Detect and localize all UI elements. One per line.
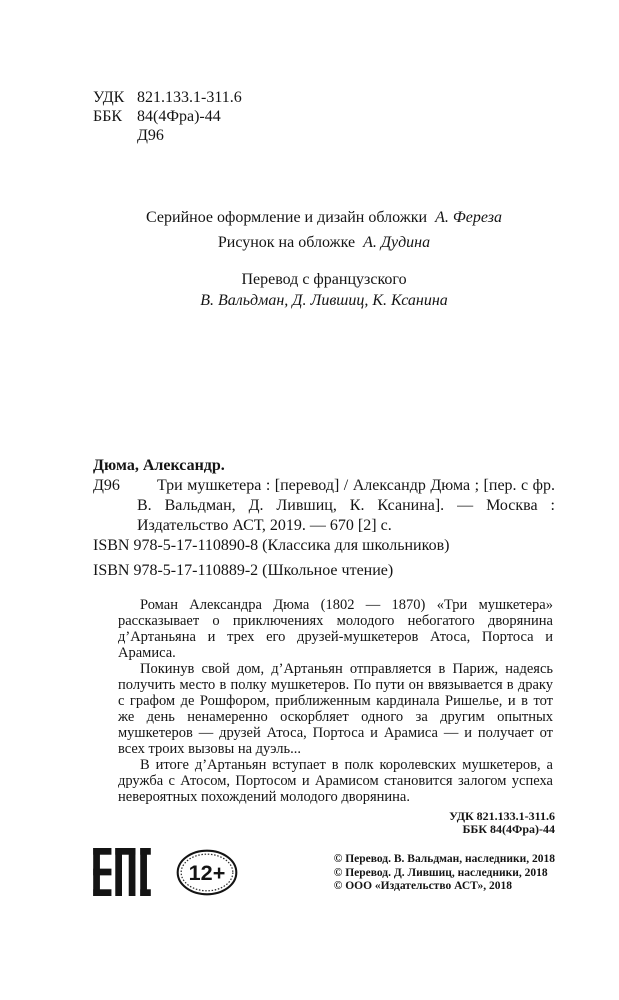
bbk-bottom: ББК 84(4Фра)-44: [462, 822, 555, 836]
udk-bottom: УДК 821.133.1-311.6: [449, 809, 555, 823]
annotation-paragraph: В итоге д’Артаньян вступает в полк королевских мушкетеров, а дружба с Атосом, Портосом и Арамисом становится залогом успеха невероятных похождений молодого дворянина.: [118, 757, 553, 805]
series-designer-name: А. Фереза: [435, 209, 502, 226]
catalog-entry: [93, 476, 555, 536]
translation-label: Перевод с французского: [241, 271, 407, 288]
cover-art-credit: [93, 230, 555, 255]
author-code-line: [93, 126, 555, 145]
bibliographic-description: Три мушкетера : [перевод] / Александр Дюма ; [пер. с фр. В. Вальдман, Д. Лившиц, К. Ксанина]. — Москва : Издательство АСТ, 2019. — 670 [2] с.: [137, 477, 555, 534]
cover-art-label: Рисунок на обложке: [217, 234, 356, 251]
translators-names: В. Вальдман, Д. Лившиц, К. Ксанина: [200, 292, 448, 309]
copyright-line: © Перевод. В. Вальдман, наследники, 2018: [333, 853, 555, 865]
copyright-line: © ООО «Издательство АСТ», 2018: [333, 880, 512, 892]
catalog-author-code: Д96: [93, 477, 120, 494]
udk-label: УДК: [93, 89, 125, 106]
isbn-line-2: ISBN 978-5-17-110889-2 (Школьное чтение): [93, 562, 394, 579]
isbn-line-1: ISBN 978-5-17-110890-8 (Классика для школьников): [93, 537, 450, 554]
age-restriction-badge-icon: [176, 849, 238, 896]
credits-block: [93, 205, 555, 311]
udk-value: 821.133.1-311.6: [137, 89, 242, 106]
eac-mark-icon: [93, 848, 151, 896]
series-design-label: Серийное оформление и дизайн обложки: [146, 209, 428, 226]
bbk-value: 84(4Фра)-44: [137, 108, 221, 125]
classification-codes-top: [93, 88, 555, 145]
footer-row: [93, 848, 555, 896]
age-badge-label: 12+: [188, 860, 226, 886]
classification-codes-bottom: [93, 810, 555, 836]
cover-artist-name: А. Дудина: [363, 234, 431, 251]
translation-credit: [93, 269, 555, 311]
catalog-card: [93, 456, 555, 581]
udk-line: [93, 88, 555, 107]
copyright-line: © Перевод. Д. Лившиц, наследники, 2018: [333, 866, 548, 879]
copyright-block: [334, 848, 555, 894]
bbk-label: ББК: [93, 108, 123, 125]
annotation-paragraph: Покинув свой дом, д’Артаньян отправляется в Париж, надеясь получить место в полку мушкетеров. По пути он ввязывается в драку с графом де Рошфором, приближенным кардинала Ришелье, и в тот же день ненамеренно оскорбляет одного за другим опытных мушкетеров — друзей Атоса, Портоса и Арамиса — и получает от всех троих вызовы на дуэль...: [118, 661, 553, 757]
author-code: Д96: [137, 127, 164, 144]
annotation-paragraph: Роман Александра Дюма (1802 — 1870) «Три мушкетера» рассказывает о приключениях молодого небогатого дворянина д’Артаньяна и трех его друзей-мушкетеров Атоса, Портоса и Арамиса.: [118, 597, 553, 661]
catalog-author-heading: Дюма, Александр.: [93, 457, 225, 474]
series-design-credit: [93, 205, 555, 230]
annotation-block: [118, 597, 553, 810]
bbk-line: [93, 107, 555, 126]
